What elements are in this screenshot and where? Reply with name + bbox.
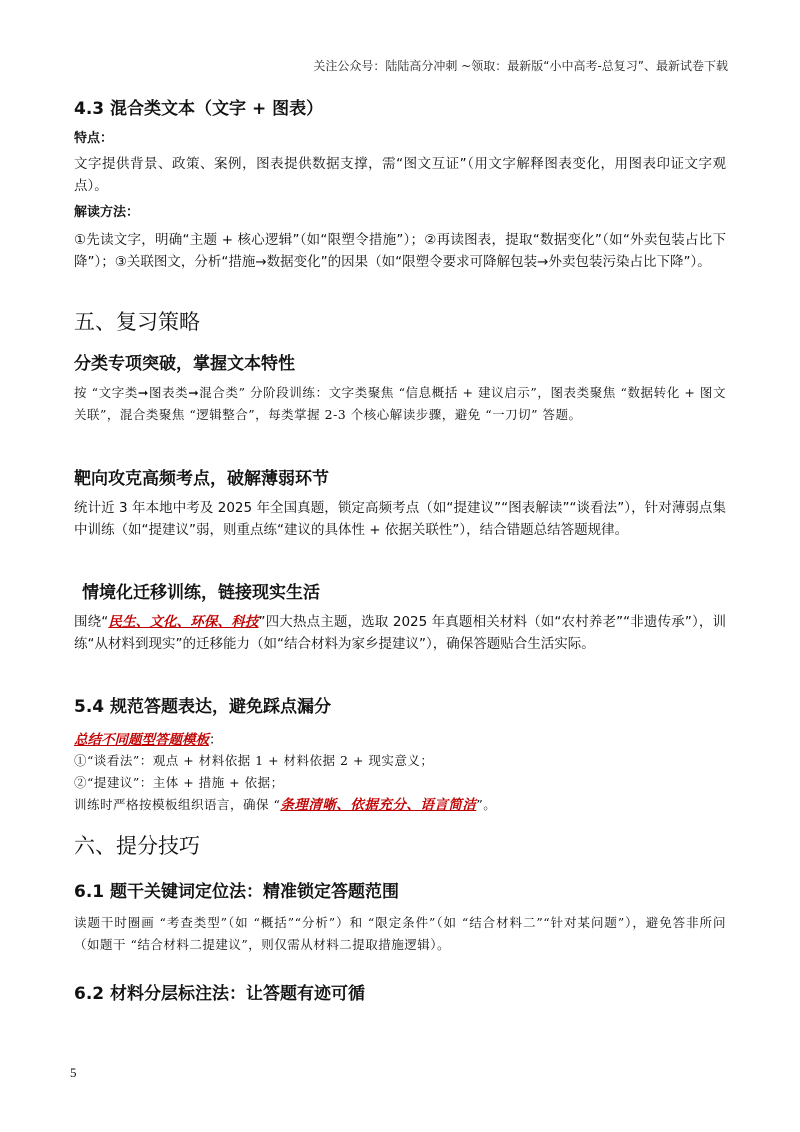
template-line-2: ②“提建议”：主体 + 措施 + 依据； <box>74 775 284 790</box>
template-colon: ： <box>209 732 223 748</box>
strategy-a-title: 分类专项突破，掌握文本特性 <box>74 354 295 374</box>
section-4-3-title: 4.3 混合类文本（文字 + 图表） <box>74 99 324 119</box>
page-number: 5 <box>70 1065 77 1080</box>
strategy-a-text: 按 “文字类➞图表类➞混合类” 分阶段训练：文字类聚焦 “信息概括 + 建议启示”，图表类聚焦 “数据转化 + 图文关联”，混合类聚焦 “逻辑整合”，每类掌握 2-3 个核心解读步骤，避免 “一刀切” 答题。 <box>74 385 726 422</box>
template-line-3-post: ”。 <box>476 797 497 812</box>
section-6-1-title: 6.1 题干关键词定位法：精准锁定答题范围 <box>74 882 400 902</box>
page-header: 关注公众号：陆陆高分冲刺 ~领取：最新版“小中高考-总复习”、最新试卷下载 <box>313 59 728 73</box>
strategy-c-title: 情境化迁移训练，链接现实生活 <box>82 583 320 603</box>
template-line-3 <box>74 794 726 816</box>
strategy-c-pre: 围绕“ <box>74 614 109 630</box>
template-highlight: 总结不同题型答题模板 <box>74 732 209 748</box>
feature-label: 特点： <box>74 131 114 146</box>
section-6-1-text: 读题干时圈画 “考查类型”（如 “概括”“分析”）和 “限定条件”（如 “结合材料二”“针对某问题”），避免答非所问（如题干 “结合材料二提建议”，则仅需从材料二提取措施逻辑）。 <box>74 915 726 952</box>
section-6-title: 六、提分技巧 <box>74 834 200 858</box>
strategy-c-post: ”四大热点主题，选取 2025 年真题相关材料（如“农村养老”“非遗传承”），训练“从材料到现实”的迁移能力（如“结合材料为家乡提建议”），确保答题贴合生活实际。 <box>74 614 726 652</box>
template-line-1: ①“谈看法”：观点 + 材料依据 1 + 材料依据 2 + 现实意义； <box>74 753 434 768</box>
strategy-b-text: 统计近 3 年本地中考及 2025 年全国真题，锁定高频考点（如“提建议”“图表解读”“谈看法”），针对薄弱点集中训练（如“提建议”弱，则重点练“建议的具体性 + 依据关联性”），结合错题总结答题规律。 <box>74 500 726 538</box>
method-text: ①先读文字，明确“主题 + 核心逻辑”（如“限塑令措施”）；②再读图表，提取“数据变化”（如“外卖包装占比下降”）；③关联图文，分析“措施→数据变化”的因果（如“限塑令要求可降解包装→外卖包装污染占比下降”）。 <box>74 232 726 270</box>
answer-standard-highlight: 条理清晰、依据充分、语言简洁 <box>280 797 477 813</box>
method-label: 解读方法： <box>74 205 140 220</box>
template-line-3-pre: 训练时严格按模板组织语言，确保 “ <box>74 797 281 812</box>
strategy-b-title: 靶向攻克高频考点，破解薄弱环节 <box>74 469 329 489</box>
feature-text: 文字提供背景、政策、案例，图表提供数据支撑，需“图文互证”（用文字解释图表变化，用图表印证文字观点）。 <box>74 156 726 194</box>
section-5-title: 五、复习策略 <box>74 310 200 334</box>
template-heading <box>74 728 726 748</box>
strategy-c-text <box>74 611 726 655</box>
section-5-4-title: 5.4 规范答题表达，避免踩点漏分 <box>74 697 332 717</box>
hot-topics-highlight: 民生、文化、环保、科技 <box>108 614 259 630</box>
section-6-2-title: 6.2 材料分层标注法：让答题有迹可循 <box>74 984 366 1004</box>
